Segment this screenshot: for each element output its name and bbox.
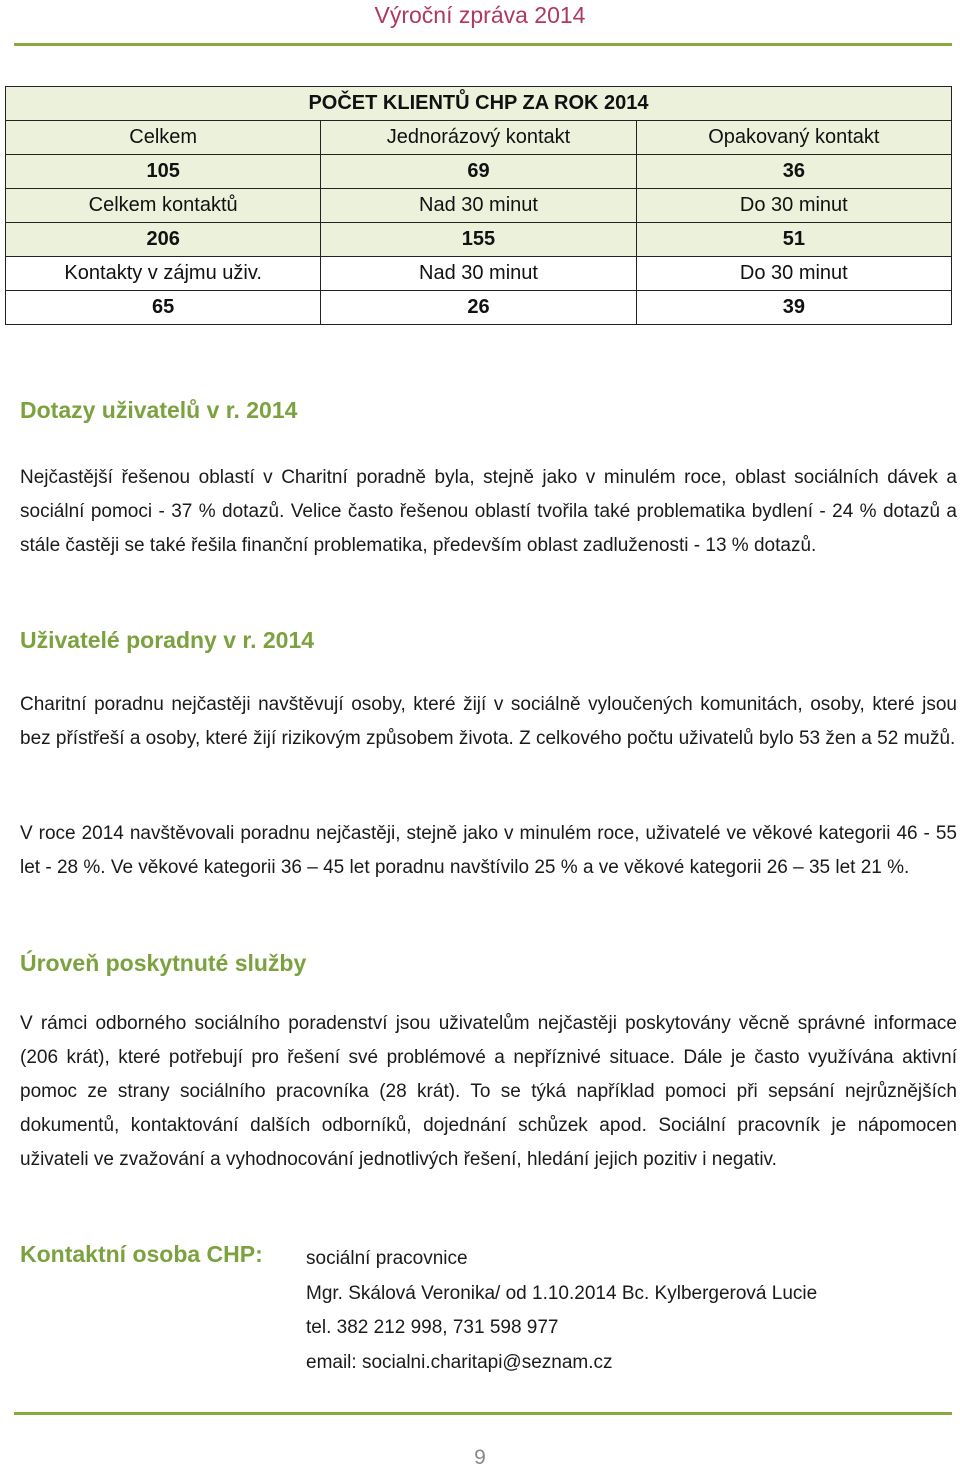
table-row [6, 223, 952, 257]
running-header: Výroční zpráva 2014 [374, 2, 586, 28]
table-cell: 105 [6, 155, 321, 189]
table-cell: 206 [6, 223, 321, 257]
footer-divider [14, 1412, 952, 1415]
table-cell: Kontakty v zájmu uživ. [6, 257, 321, 291]
page-number: 9 [474, 1446, 486, 1469]
table-cell: Celkem kontaktů [6, 189, 321, 223]
table-cell: Opakovaný kontakt [636, 121, 951, 155]
table-row [6, 121, 952, 155]
table-row [6, 291, 952, 325]
clients-table [5, 86, 952, 325]
header-divider [14, 43, 952, 46]
contact-details [306, 1242, 817, 1380]
paragraph-uzivatele-2: V roce 2014 navštěvovali poradnu nejčastěji, stejně jako v minulém roce, uživatelé ve věkové kategorii 46 - 55 let - 28 %. Ve věkové kategorii 36 – 45 let poradnu navštívilo 25 % a ve věkové kategorii 26 – 35 let 21 %. [20, 823, 957, 878]
table-cell: 39 [636, 291, 951, 325]
contact-role: sociální pracovnice [306, 1248, 468, 1269]
table-row [6, 155, 952, 189]
table-cell: Nad 30 minut [321, 257, 636, 291]
table-cell: Jednorázový kontakt [321, 121, 636, 155]
table-cell: 51 [636, 223, 951, 257]
table-cell: 69 [321, 155, 636, 189]
heading-uzivatele: Uživatelé poradny v r. 2014 [20, 627, 315, 653]
table-cell: Celkem [6, 121, 321, 155]
heading-uroven: Úroveň poskytnuté služby [20, 950, 307, 976]
table-cell: Nad 30 minut [321, 189, 636, 223]
paragraph-uroven: V rámci odborného sociálního poradenství jsou uživatelům nejčastěji poskytovány věcně správné informace (206 krát), které potřebují pro řešení své problémové a nepříznivé situace. Dále je často využívána aktivní pomoc ze strany sociálního pracovníka (28 krát). To se týká například pomoci při sepsání nejrůznějších dokumentů, kontaktování dalších odborníků, dojednání schůzek apod. Sociální pracovník je nápomocen uživateli ve zvažování a vyhodnocování jednotlivých řešení, hledání jejich pozitiv i negativ. [20, 1013, 957, 1170]
table-cell: Do 30 minut [636, 189, 951, 223]
table-cell: 155 [321, 223, 636, 257]
paragraph-dotazy: Nejčastější řešenou oblastí v Charitní poradně byla, stejně jako v minulém roce, oblast sociálních dávek a sociální pomoci - 37 % dotazů. Velice často řešenou oblastí tvořila také problematika bydlení - 24 % dotazů a stále častěji se také řešila finanční problematika, především oblast zadluženosti - 13 % dotazů. [20, 467, 957, 556]
contact-names: Mgr. Skálová Veronika/ od 1.10.2014 Bc. Kylbergerová Lucie [306, 1282, 818, 1304]
table-cell: 65 [6, 291, 321, 325]
contact-label: Kontaktní osoba CHP: [20, 1241, 263, 1267]
table-row [6, 257, 952, 291]
contact-email: email: socialni.charitapi@seznam.cz [306, 1351, 613, 1373]
paragraph-uzivatele-1: Charitní poradnu nejčastěji navštěvují osoby, které žijí v sociálně vyloučených komunitách, osoby, které jsou bez přístřeší a osoby, které žijí rizikovým způsobem života. Z celkového počtu uživatelů bylo 53 žen a 52 mužů. [20, 694, 957, 749]
table-title-row [6, 87, 952, 121]
table-title: POČET KLIENTŮ CHP ZA ROK 2014 [6, 87, 952, 121]
table-cell: 26 [321, 291, 636, 325]
table-cell: Do 30 minut [636, 257, 951, 291]
contact-phone: tel. 382 212 998, 731 598 977 [306, 1317, 559, 1338]
heading-dotazy: Dotazy uživatelů v r. 2014 [20, 397, 298, 423]
table-row [6, 189, 952, 223]
table-cell: 36 [636, 155, 951, 189]
